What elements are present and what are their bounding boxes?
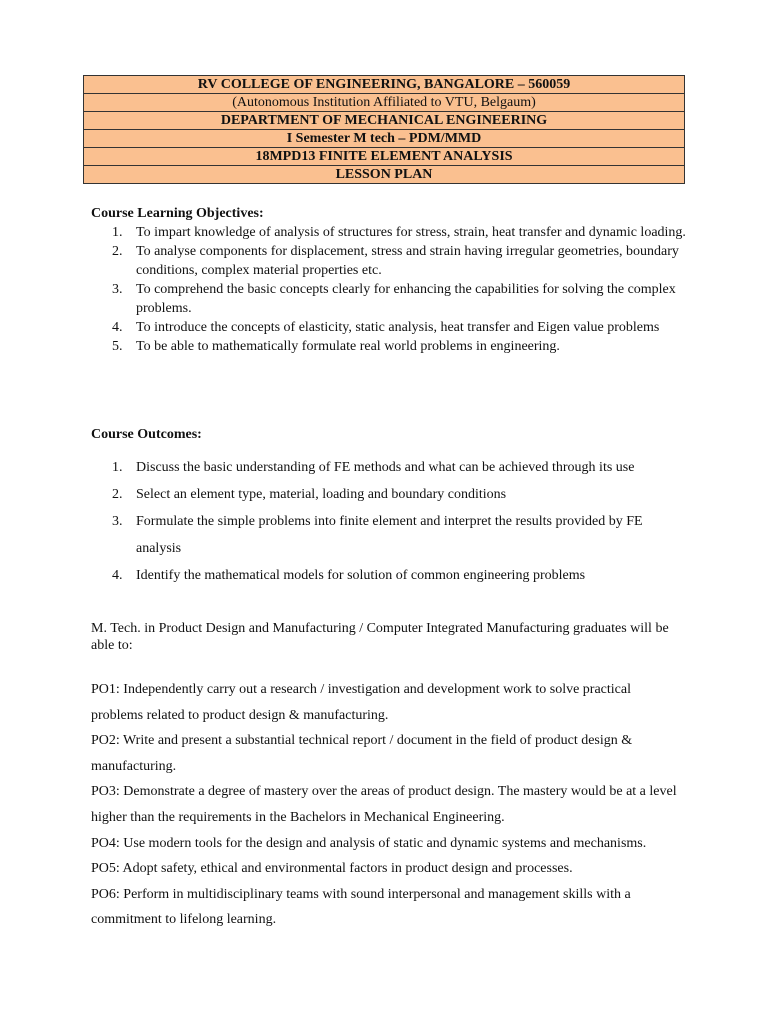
list-item: 1. Discuss the basic understanding of FE methods and what can be achieved through its use xyxy=(112,460,635,475)
list-item: 1. To impart knowledge of analysis of structures for stress, strain, heat transfer and dynamic loading. xyxy=(112,225,686,240)
list-item: 2. To analyse components for displacement, stress and strain having irregular geometries, boundary conditions, complex material properties etc. xyxy=(112,244,679,278)
college-name: RV COLLEGE OF ENGINEERING, BANGALORE – 560059 xyxy=(84,76,685,94)
list-item: 2. Select an element type, material, loading and boundary conditions xyxy=(112,487,507,502)
college-affiliation: (Autonomous Institution Affiliated to VTU, Belgaum) xyxy=(84,94,685,112)
course-header-table xyxy=(83,75,685,184)
graduates-intro: M. Tech. in Product Design and Manufacturing / Computer Integrated Manufacturing graduates will be able to: xyxy=(91,621,669,653)
program-outcomes-list xyxy=(91,677,681,933)
semester-program: I Semester M tech – PDM/MMD xyxy=(84,130,685,148)
department-name: DEPARTMENT OF MECHANICAL ENGINEERING xyxy=(84,112,685,130)
program-outcome-5: PO5: Adopt safety, ethical and environmental factors in product design and processes. xyxy=(91,861,573,877)
list-item: 5. To be able to mathematically formulate real world problems in engineering. xyxy=(112,339,560,354)
objectives-list xyxy=(91,223,691,356)
document-type: LESSON PLAN xyxy=(84,166,685,184)
course-code-title: 18MPD13 FINITE ELEMENT ANALYSIS xyxy=(84,148,685,166)
objectives-heading: Course Learning Objectives: xyxy=(91,206,264,221)
list-item: 3. Formulate the simple problems into finite element and interpret the results provided by FE analysis xyxy=(112,514,643,556)
program-outcome-2: PO2: Write and present a substantial technical report / document in the field of product design & manufacturing. xyxy=(91,733,633,774)
outcomes-list xyxy=(91,454,691,589)
list-item: 4. To introduce the concepts of elasticity, static analysis, heat transfer and Eigen value problems xyxy=(112,320,660,335)
list-item: 4. Identify the mathematical models for solution of common engineering problems xyxy=(112,568,586,583)
list-item: 3. To comprehend the basic concepts clearly for enhancing the capabilities for solving the complex problems. xyxy=(112,282,676,316)
program-outcome-6: PO6: Perform in multidisciplinary teams with sound interpersonal and management skills with a commitment to lifelong learning. xyxy=(91,886,631,928)
program-outcome-3: PO3: Demonstrate a degree of mastery over the areas of product design. The mastery would be at a level higher than the requirements in the Bachelors in Mechanical Engineering. xyxy=(91,784,677,825)
outcomes-heading: Course Outcomes: xyxy=(91,427,202,442)
program-outcome-1: PO1: Independently carry out a research / investigation and development work to solve practical problems related to product design & manufacturing. xyxy=(91,682,631,723)
program-outcome-4: PO4: Use modern tools for the design and analysis of static and dynamic systems and mechanisms. xyxy=(91,835,647,851)
